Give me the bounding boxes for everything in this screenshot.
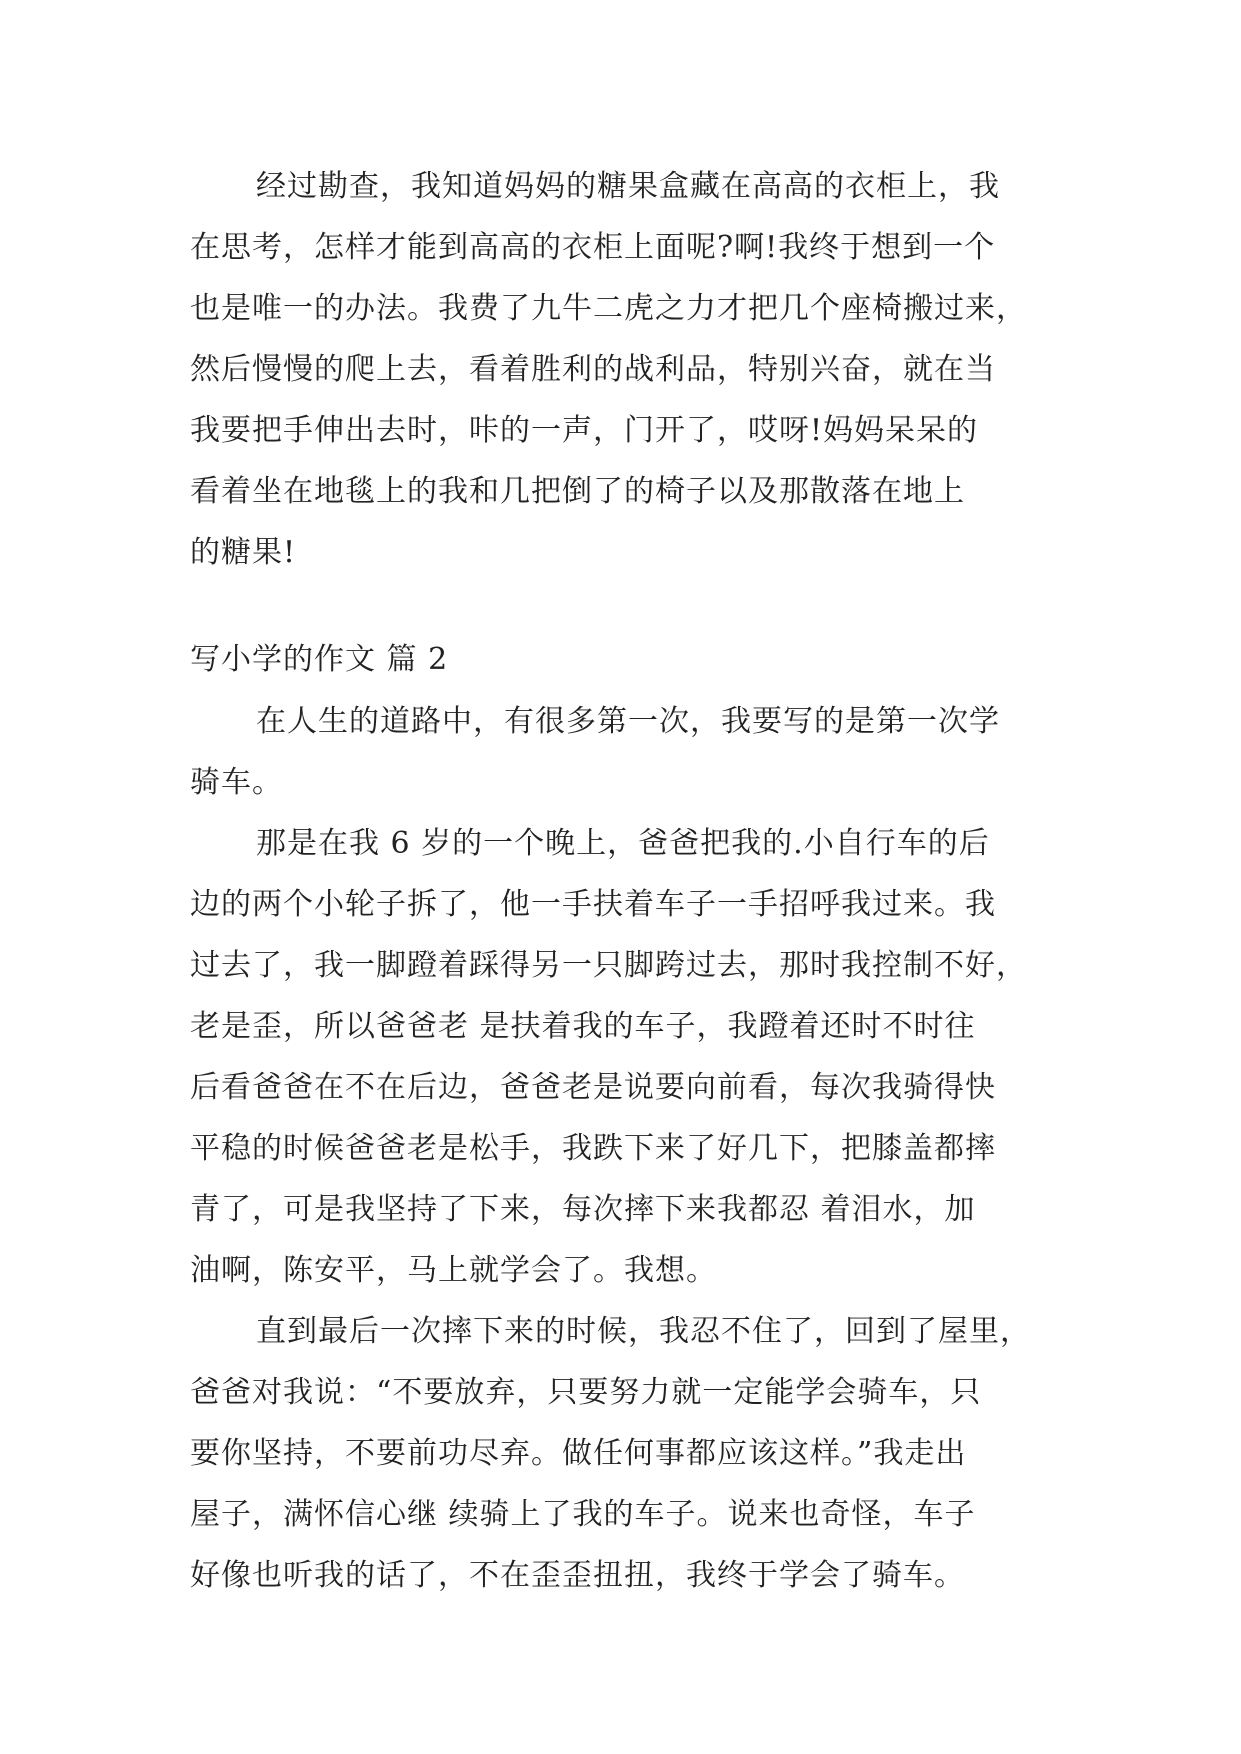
- paragraph-3-line-1: 那是在我 6 岁的一个晚上，爸爸把我的.小自行车的后: [256, 826, 990, 861]
- paragraph-2-line-1: 在人生的道路中，有很多第一次，我要写的是第一次学: [256, 704, 1000, 739]
- section-heading: 写小学的作文 篇 2: [190, 642, 449, 677]
- paragraph-4-line-1: 直到最后一次摔下来的时候，我忍不住了，回到了屋里，: [256, 1314, 1031, 1349]
- paragraph-3-line-3: 过去了，我一脚蹬着踩得另一只脚跨过去，那时我控制不好，: [190, 948, 1027, 983]
- paragraph-1-line-2: 在思考，怎样才能到高高的衣柜上面呢?啊!我终于想到一个: [190, 230, 996, 265]
- paragraph-1-line-5: 我要把手伸出去时，咔的一声，门开了，哎呀!妈妈呆呆的: [190, 413, 979, 448]
- paragraph-1-line-1: 经过勘查，我知道妈妈的糖果盒藏在高高的衣柜上，我: [256, 169, 1000, 204]
- paragraph-4-line-2: 爸爸对我说：“不要放弃，只要努力就一定能学会骑车，只: [190, 1375, 982, 1410]
- paragraph-4-line-4: 屋子，满怀信心继 续骑上了我的车子。说来也奇怪，车子: [190, 1497, 976, 1532]
- paragraph-1-line-4: 然后慢慢的爬上去，看着胜利的战利品，特别兴奋，就在当: [190, 352, 996, 387]
- paragraph-3-line-2: 边的两个小轮子拆了，他一手扶着车子一手招呼我过来。我: [190, 887, 996, 922]
- paragraph-2-line-2: 骑车。: [190, 765, 283, 800]
- paragraph-4-line-3: 要你坚持，不要前功尽弃。做任何事都应该这样。”我走出: [190, 1436, 967, 1471]
- paragraph-4-line-5: 好像也听我的话了，不在歪歪扭扭，我终于学会了骑车。: [190, 1558, 965, 1593]
- paragraph-3-line-8: 油啊，陈安平，马上就学会了。我想。: [190, 1253, 717, 1288]
- paragraph-3-line-6: 平稳的时候爸爸老是松手，我跌下来了好几下，把膝盖都摔: [190, 1131, 996, 1166]
- paragraph-3-line-4: 老是歪，所以爸爸老 是扶着我的车子，我蹬着还时不时往: [190, 1009, 976, 1044]
- paragraph-3-line-7: 青了，可是我坚持了下来，每次摔下来我都忍 着泪水，加: [190, 1192, 976, 1227]
- paragraph-1-line-6: 看着坐在地毯上的我和几把倒了的椅子以及那散落在地上: [190, 474, 965, 509]
- paragraph-3-line-5: 后看爸爸在不在后边，爸爸老是说要向前看，每次我骑得快: [190, 1070, 996, 1105]
- paragraph-1-line-3: 也是唯一的办法。我费了九牛二虎之力才把几个座椅搬过来，: [190, 291, 1027, 326]
- paragraph-1-line-7: 的糖果!: [190, 535, 297, 570]
